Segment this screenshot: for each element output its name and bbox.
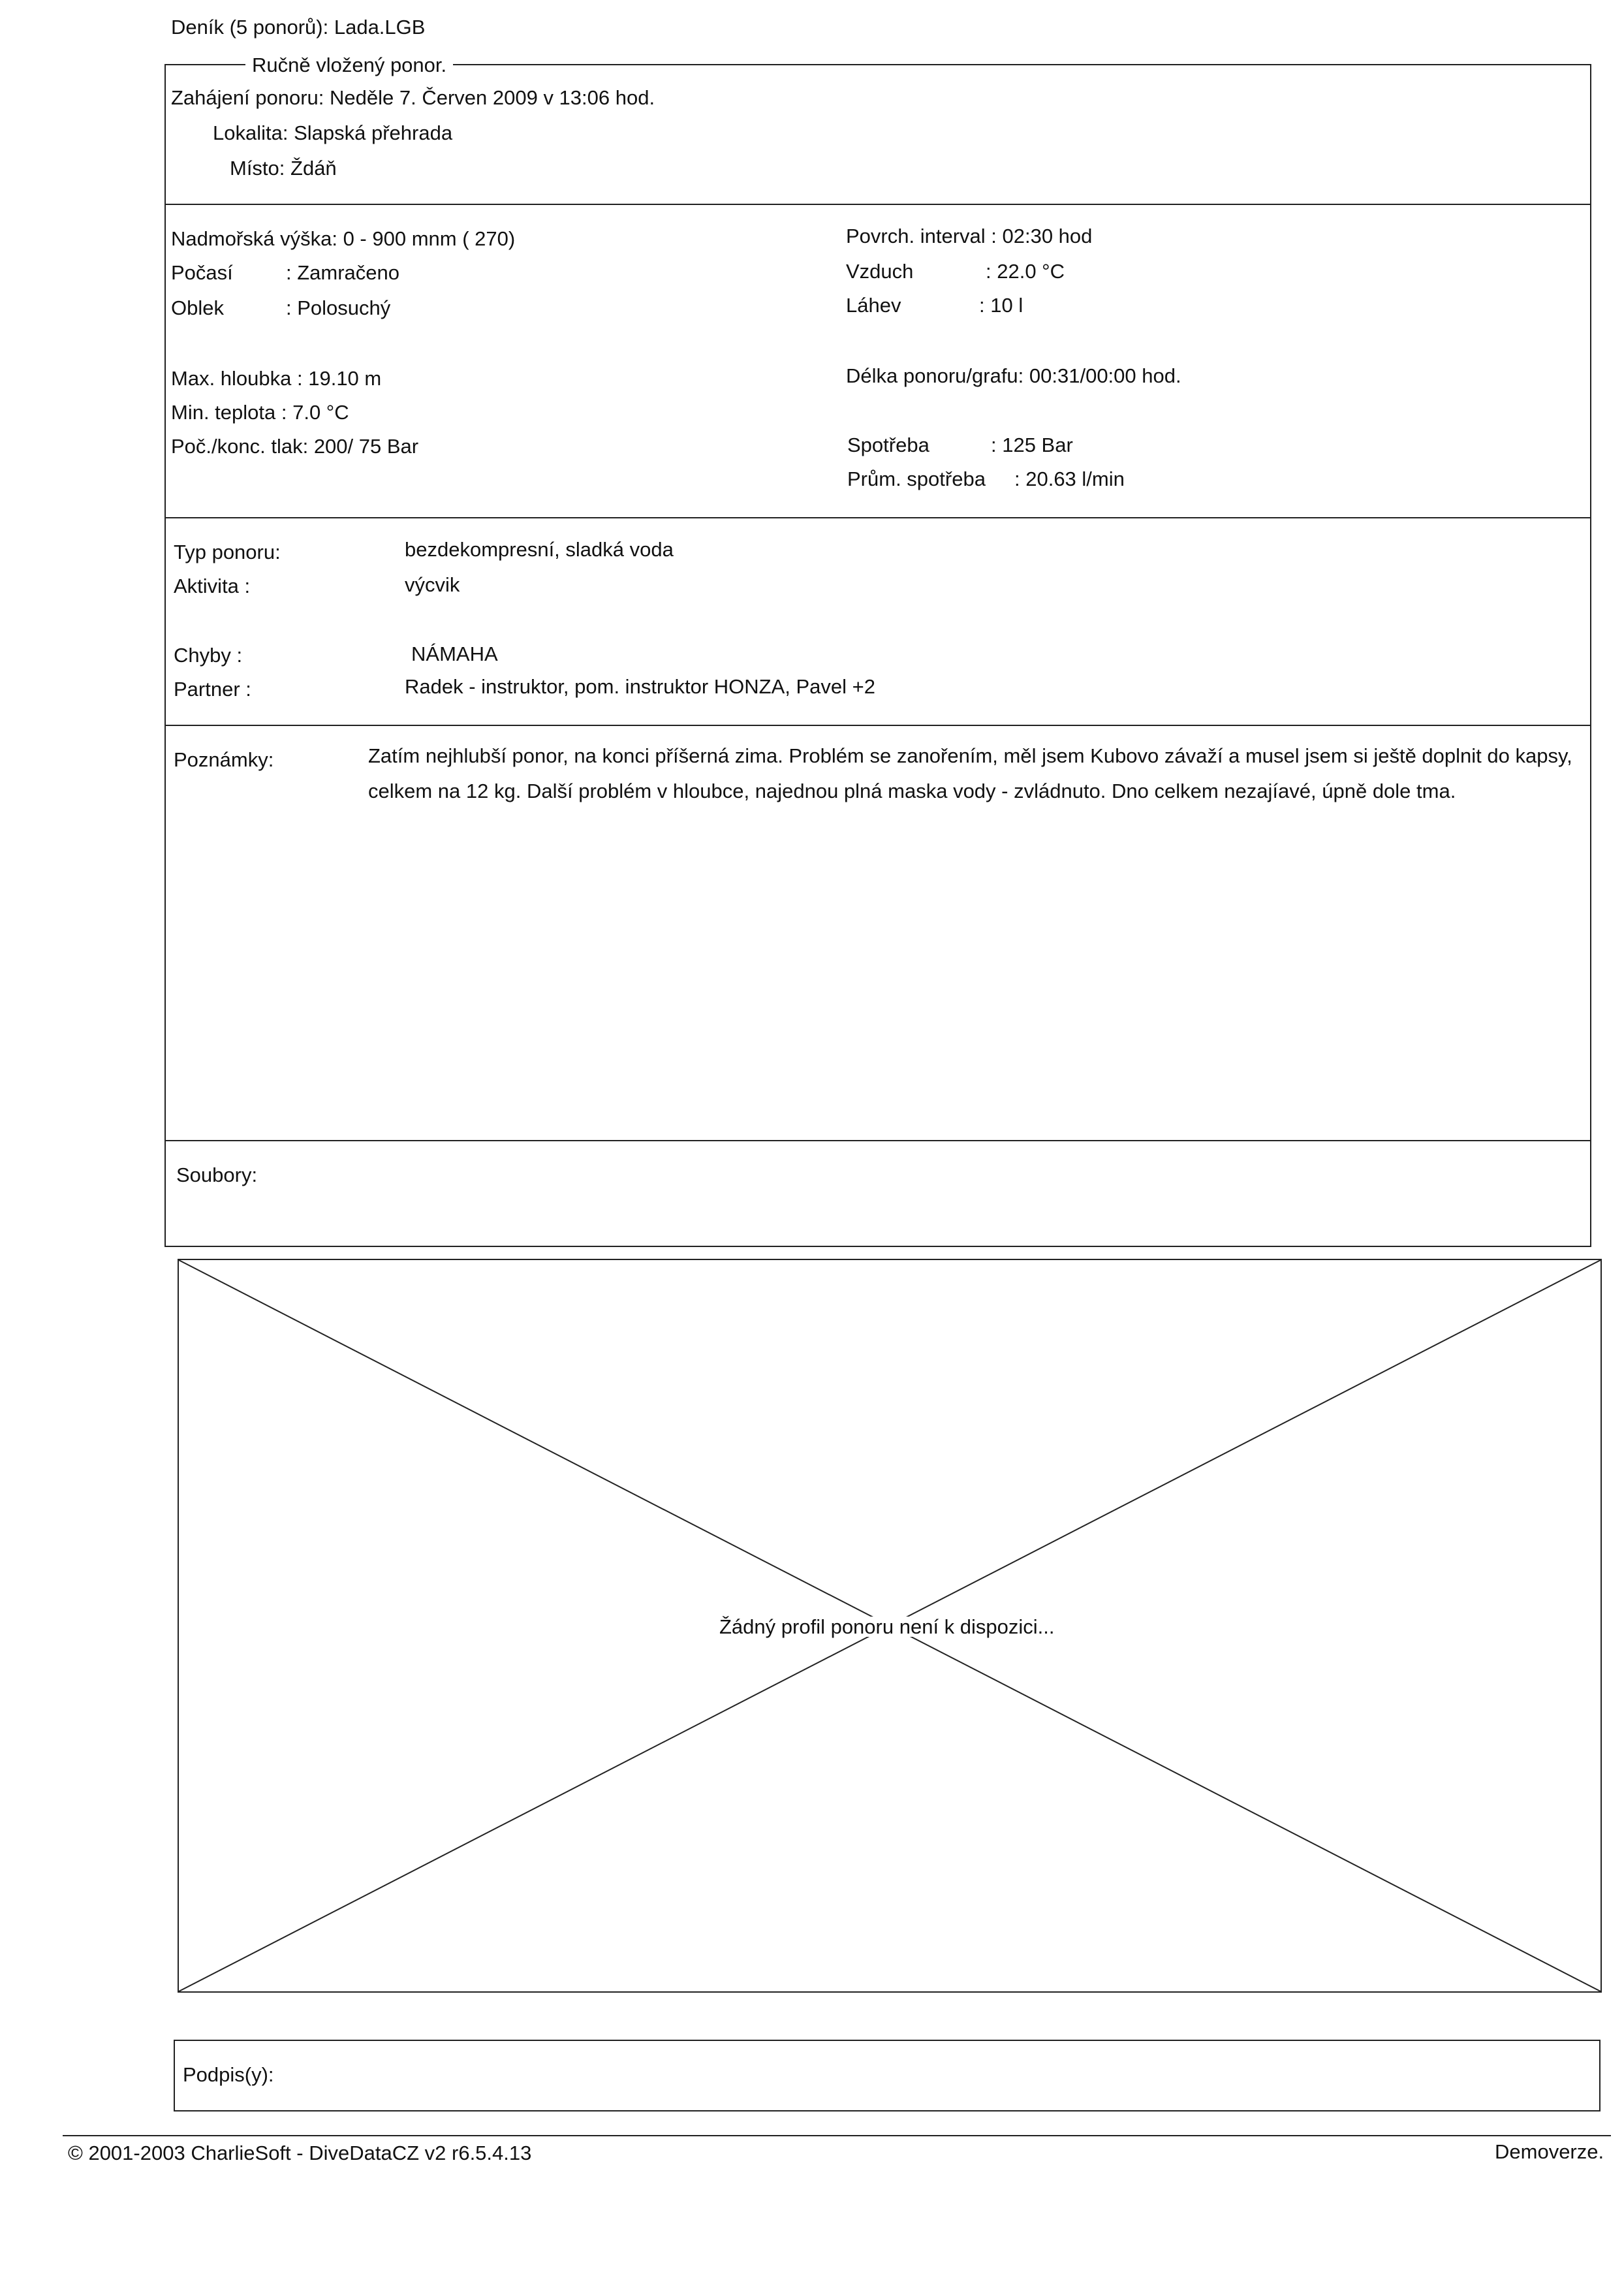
notes-label: Poznámky: (174, 748, 274, 771)
footer-divider (63, 2135, 1611, 2136)
avg-consumption-value: : 20.63 l/min (1014, 467, 1125, 490)
no-profile-message: Žádný profil ponoru není k dispozici... (717, 1617, 1057, 1637)
signature-box (174, 2040, 1601, 2111)
activity-label: Aktivita : (174, 575, 251, 597)
avg-consumption-label: Prům. spotřeba (847, 467, 986, 490)
files-label: Soubory: (176, 1163, 258, 1186)
dive-start: Zahájení ponoru: Neděle 7. Červen 2009 v 13:06 hod. (171, 86, 655, 109)
notes-line-2: celkem na 12 kg. Další problém v hloubce, najednou plná maska vody - zvládnuto. Dno celkem nezajíavé, úpně dole tma. (368, 780, 1456, 802)
copyright: © 2001-2003 CharlieSoft - DiveDataCZ v2 r6.5.4.13 (68, 2142, 532, 2164)
signature-label: Podpis(y): (183, 2063, 274, 2086)
notes-line-1: Zatím nejhlubší ponor, na konci příšerná zima. Problém se zanořením, měl jsem Kubovo závaží a musel jsem si ještě doplnit do kapsy, (368, 744, 1572, 767)
errors-value: NÁMAHA (411, 642, 498, 665)
suit-value: : Polosuchý (286, 296, 391, 319)
place: Místo: Ždáň (230, 157, 337, 180)
min-temperature: Min. teplota : 7.0 °C (171, 401, 349, 424)
dive-type-value: bezdekompresní, sladká voda (405, 538, 674, 561)
weather-value: : Zamračeno (286, 261, 400, 284)
dive-type-label: Typ ponoru: (174, 541, 281, 563)
errors-label: Chyby : (174, 644, 243, 667)
altitude: Nadmořská výška: 0 - 900 mnm ( 270) (171, 227, 516, 250)
tank-value: : 10 l (979, 294, 1023, 317)
journal-title: Deník (5 ponorů): Lada.LGB (171, 16, 426, 39)
activity-value: výcvik (405, 573, 460, 596)
edition-label: Demoverze. (1495, 2140, 1604, 2163)
surface-interval: Povrch. interval : 02:30 hod (846, 225, 1093, 247)
max-depth: Max. hloubka : 19.10 m (171, 367, 382, 390)
tank-pressure: Poč./konc. tlak: 200/ 75 Bar (171, 435, 419, 458)
weather-label: Počasí (171, 261, 233, 284)
dive-duration: Délka ponoru/grafu: 00:31/00:00 hod. (846, 364, 1181, 387)
suit-label: Oblek (171, 296, 224, 319)
consumption-label: Spotřeba (847, 434, 929, 456)
record-legend: Ručně vložený ponor. (245, 55, 453, 75)
partner-label: Partner : (174, 678, 251, 701)
tank-label: Láhev (846, 294, 901, 317)
locality: Lokalita: Slapská přehrada (213, 121, 453, 144)
consumption-value: : 125 Bar (991, 434, 1073, 456)
air-temp-value: : 22.0 °C (986, 260, 1065, 283)
air-temp-label: Vzduch (846, 260, 914, 283)
partner-value: Radek - instruktor, pom. instruktor HONZA, Pavel +2 (405, 675, 876, 698)
